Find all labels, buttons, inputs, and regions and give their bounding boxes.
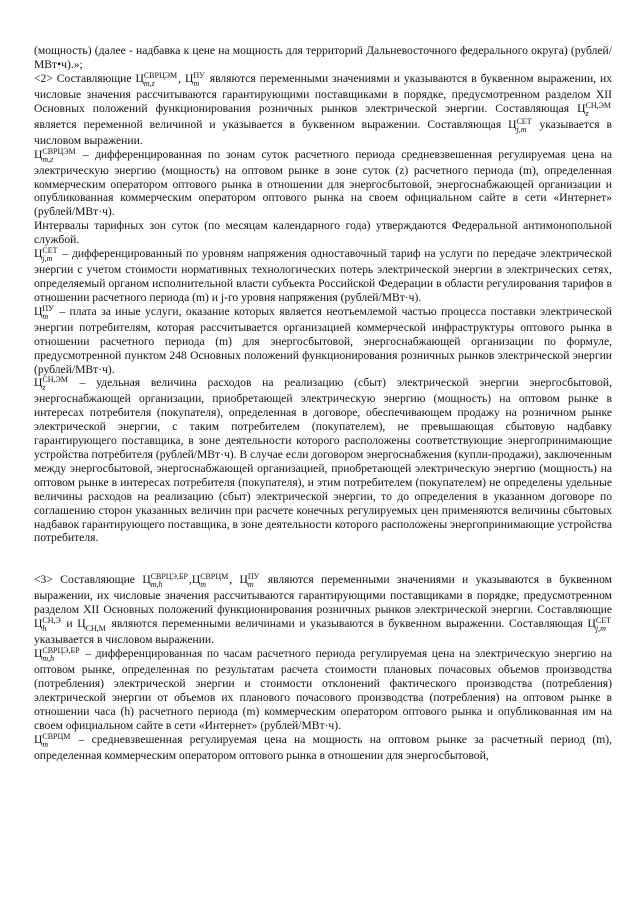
tariff-symbol: Ц СВРЦМ m xyxy=(191,572,229,590)
paragraph: Ц СВРЦЭ,БР m,h – дифференцированная по часам расчетного периода регулируемая цена на электрическую энергию на оптовом рынке, определенная по результатам расчета стоимости плановых почасовых объемов производства (потребления) электрической энергии и стоимости отклонений фактического производства (потребления) электрической энергии от объемов их планового почасового производства (потребления) на оптовом рынке в отношении часа (h) расчетного периода (m) коммерческим оператором оптового рынка и опубликованная им на своем официальном сайте в сети «Интернет» (рублей/МВт·ч). xyxy=(34,646,612,732)
tariff-symbol: Ц СВРЦМ m xyxy=(34,731,71,749)
paragraph: Ц ПУ m – плата за иные услуги, оказание которых является неотъемлемой частью процесса поставки электрической энергии потребителям, которая рассчитывается организацией коммерческой инфраструктуры оптового рынка в отношении расчетного периода (m) для энергосбытовой, энергоснабжающей организации по формуле, предусмотренной пунктом 248 Основных положений функционирования розничных рынков электрической энергии (рублей/МВт·ч). xyxy=(34,303,612,376)
tariff-symbol: Ц СЕТ j,m xyxy=(587,616,611,634)
tariff-symbol: Ц СВРЦЭ,БР m,h xyxy=(142,572,188,590)
paragraph: Интервалы тарифных зон суток (по месяцам календарного года) утверждаются Федеральной антимонопольной службой. xyxy=(34,219,612,247)
paragraph: Ц СВРЦЭМ m,z – дифференцированная по зонам суток расчетного периода средневзвешенная регулируемая цена на электрическую энергию (мощность) на оптовом рынке в зоне суток (z) расчетного периода (m), определенная коммерческим оператором оптового рынка в отношении для энергосбытовой, энергоснабжающей организации и опубликованная коммерческим оператором оптового рынка на своем официальном сайте в сети «Интернет» (рублей/МВт·ч). xyxy=(34,146,612,219)
tariff-symbol: Ц ПУ m xyxy=(239,572,260,590)
paragraph: <3> Составляющие Ц СВРЦЭ,БР m,h ,Ц СВРЦМ m , Ц ПУ m являются переменными значениями и указываются в буквенном выражении, их числовые значения рассчитываются гарантирующими поставщиками в порядке, предусмотренном разделом XII Основных положений функционирования розничных рынков электрической энергии. Составляющие Ц СН,Э h и Ц СН,М являются переменными величинами и указываются в буквенном выражении. Составляющая Ц СЕТ j,m указывается в числовом выражении. xyxy=(34,572,612,647)
paragraph-gap xyxy=(34,545,612,573)
paragraph: Ц СН,ЭМ z – удельная величина расходов на реализацию (сбыт) электрической энергии энергосбытовой, энергоснабжающей организации, приобретающей электрическую энергию (мощность) на оптовом рынке в интересах потребителя (покупателя), определенная в договоре, обеспечивающем продажу на розничном рынке электрической энергии, с таким потребителем (покупателем), не превышающая сбытовую надбавку гарантирующего поставщика, в зоне деятельности которого расположены соответствующие энергопринимающие устройства потребителя (рублей/МВт·ч). В случае если договором энергоснабжения (купли-продажи), заключенным между энергосбытовой, энергоснабжающей организацией, приобретающей электрическую энергию (мощность) на оптовом рынке в интересах потребителя (покупателя), и этим потребителем (покупателем) не определены удельные величины расходов на реализацию (сбыт) электрической энергии, то до определения в указанном договоре по соглашению сторон указанных величин при расчете конечных регулируемых цен применяются величины сбытовых надбавок гарантирующего поставщика, в зоне деятельности которого расположены энергопринимающие устройства потребителя. xyxy=(34,375,612,545)
tariff-symbol: Ц СН,ЭМ z xyxy=(34,375,68,393)
paragraph: (мощность) (далее - надбавка к цене на мощность для территорий Дальневосточного федерального округа) (рублей/МВт•ч).»; xyxy=(34,44,612,71)
paragraph: <2> Составляющие Ц СВРЦЭМ m,z , Ц ПУ m являются переменными значениями и указываются в буквенном выражении, их числовые значения рассчитываются гарантирующими поставщиками в порядке, предусмотренном разделом XII Основных положений функционирования розничных рынков электрической энергии. Составляющая Ц СН,ЭМ z является переменной величиной и указывается в буквенном выражении. Составляющая Ц СЕТ j,m указывается в числовом выражении. xyxy=(34,70,613,147)
tariff-symbol: Ц СВРЦЭ,БР m,h xyxy=(34,646,80,664)
paragraph: Ц СЕТ j,m – дифференцированный по уровням напряжения одноставочный тариф на услуги по передаче электрической энергии с учетом стоимости нормативных технологических потерь электрической энергии в электрических сетях, определяемый органом исполнительной власти субъекта Российской Федерации в области регулирования тарифов в отношении расчетного периода (m) и j-го уровня напряжения (рублей/МВт·ч). xyxy=(34,246,612,304)
tariff-symbol: Ц ПУ m xyxy=(34,303,54,321)
paragraph: Ц СВРЦМ m – средневзвешенная регулируемая цена на мощность на оптовом рынке за расчетный период (m), определенная коммерческим оператором оптового рынка в отношении для энергосбытовой, xyxy=(34,731,612,762)
tariff-symbol: Ц СЕТ j,m xyxy=(508,116,532,134)
tariff-symbol: Ц ПУ m xyxy=(184,70,205,88)
tariff-symbol: Ц СН,ЭМ z xyxy=(577,100,611,118)
tariff-symbol: Ц СН,М xyxy=(77,617,106,634)
tariff-symbol: Ц СЕТ j,m xyxy=(34,246,58,264)
tariff-symbol: Ц СВРЦЭМ m,z xyxy=(34,146,76,164)
tariff-symbol: Ц СН,Э h xyxy=(34,616,61,634)
tariff-symbol: Ц СВРЦЭМ m,z xyxy=(135,70,178,88)
